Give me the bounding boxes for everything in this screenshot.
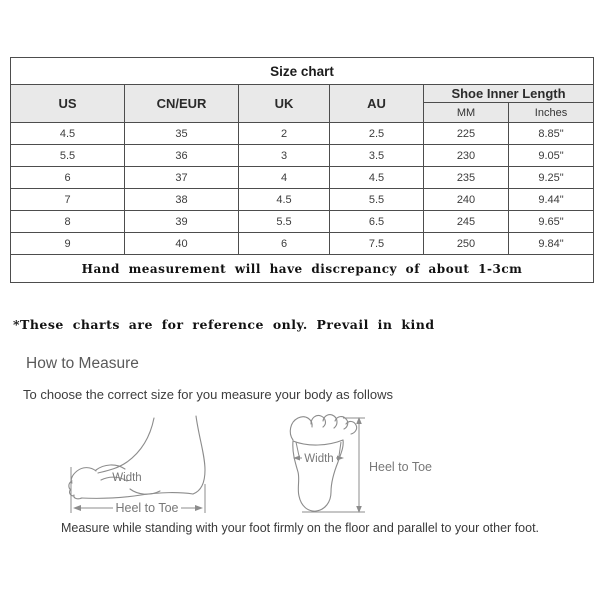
size-cell: 7.5 — [330, 233, 424, 255]
size-cell: 2.5 — [330, 123, 424, 145]
size-cell: 4.5 — [239, 189, 330, 211]
column-header-cn-eur: CN/EUR — [125, 85, 239, 123]
size-cell: 36 — [125, 145, 239, 167]
column-header-us: US — [11, 85, 125, 123]
size-cell: 4.5 — [11, 123, 125, 145]
subcolumn-header-inches: Inches — [509, 103, 594, 123]
size-chart-table — [10, 57, 594, 283]
arrow-right-icon — [195, 505, 203, 511]
size-row — [11, 233, 594, 255]
size-cell: 225 — [424, 123, 509, 145]
size-row — [11, 123, 594, 145]
size-cell: 6 — [11, 167, 125, 189]
top-view-heel-to-toe-label: Heel to Toe — [369, 460, 433, 474]
size-cell: 39 — [125, 211, 239, 233]
reference-note: *These charts are for reference only. Prevail in kind — [13, 317, 435, 332]
size-cell: 9.25" — [509, 167, 594, 189]
subcolumn-header-mm: MM — [424, 103, 509, 123]
size-cell: 9.05" — [509, 145, 594, 167]
size-cell: 9 — [11, 233, 125, 255]
top-view-measure-lines — [293, 417, 365, 513]
size-cell: 4.5 — [330, 167, 424, 189]
size-cell: 2 — [239, 123, 330, 145]
size-cell: 35 — [125, 123, 239, 145]
column-header-au: AU — [330, 85, 424, 123]
size-cell: 3.5 — [330, 145, 424, 167]
size-cell: 5.5 — [11, 145, 125, 167]
size-row — [11, 145, 594, 167]
size-chart-footnote: Hand measurement will have discrepancy of about 1-3cm — [11, 255, 594, 283]
size-cell: 6 — [239, 233, 330, 255]
side-view-heel-to-toe-label: Heel to Toe — [115, 501, 179, 515]
size-cell: 245 — [424, 211, 509, 233]
size-cell: 37 — [125, 167, 239, 189]
size-cell: 235 — [424, 167, 509, 189]
size-cell: 38 — [125, 189, 239, 211]
size-chart-title-row — [11, 58, 594, 85]
size-cell: 8.85" — [509, 123, 594, 145]
size-cell: 9.84" — [509, 233, 594, 255]
size-row — [11, 211, 594, 233]
size-cell: 230 — [424, 145, 509, 167]
column-header-uk: UK — [239, 85, 330, 123]
size-cell: 5.5 — [239, 211, 330, 233]
measurement-diagrams — [0, 405, 600, 530]
size-cell: 4 — [239, 167, 330, 189]
size-cell: 240 — [424, 189, 509, 211]
size-cell: 7 — [11, 189, 125, 211]
top-view-width-label: Width — [304, 453, 334, 465]
size-row — [11, 167, 594, 189]
size-row — [11, 189, 594, 211]
arrow-left-icon — [73, 505, 81, 511]
column-header-shoe-inner-length: Shoe Inner Length — [424, 85, 594, 103]
how-to-measure-instruction: To choose the correct size for you measure your body as follows — [23, 387, 393, 402]
size-cell: 40 — [125, 233, 239, 255]
foot-side-view-sketch — [69, 416, 205, 499]
size-cell: 5.5 — [330, 189, 424, 211]
size-chart-title: Size chart — [11, 58, 594, 85]
size-chart-footnote-row — [11, 255, 594, 283]
how-to-measure-heading: How to Measure — [26, 355, 139, 372]
side-view-width-label: Width — [112, 472, 142, 484]
size-cell: 8 — [11, 211, 125, 233]
size-chart-header-row — [11, 85, 594, 103]
size-cell: 6.5 — [330, 211, 424, 233]
size-cell: 9.44" — [509, 189, 594, 211]
size-cell: 3 — [239, 145, 330, 167]
measure-caption: Measure while standing with your foot firmly on the floor and parallel to your other foot. — [60, 521, 540, 535]
size-cell: 250 — [424, 233, 509, 255]
size-cell: 9.65" — [509, 211, 594, 233]
